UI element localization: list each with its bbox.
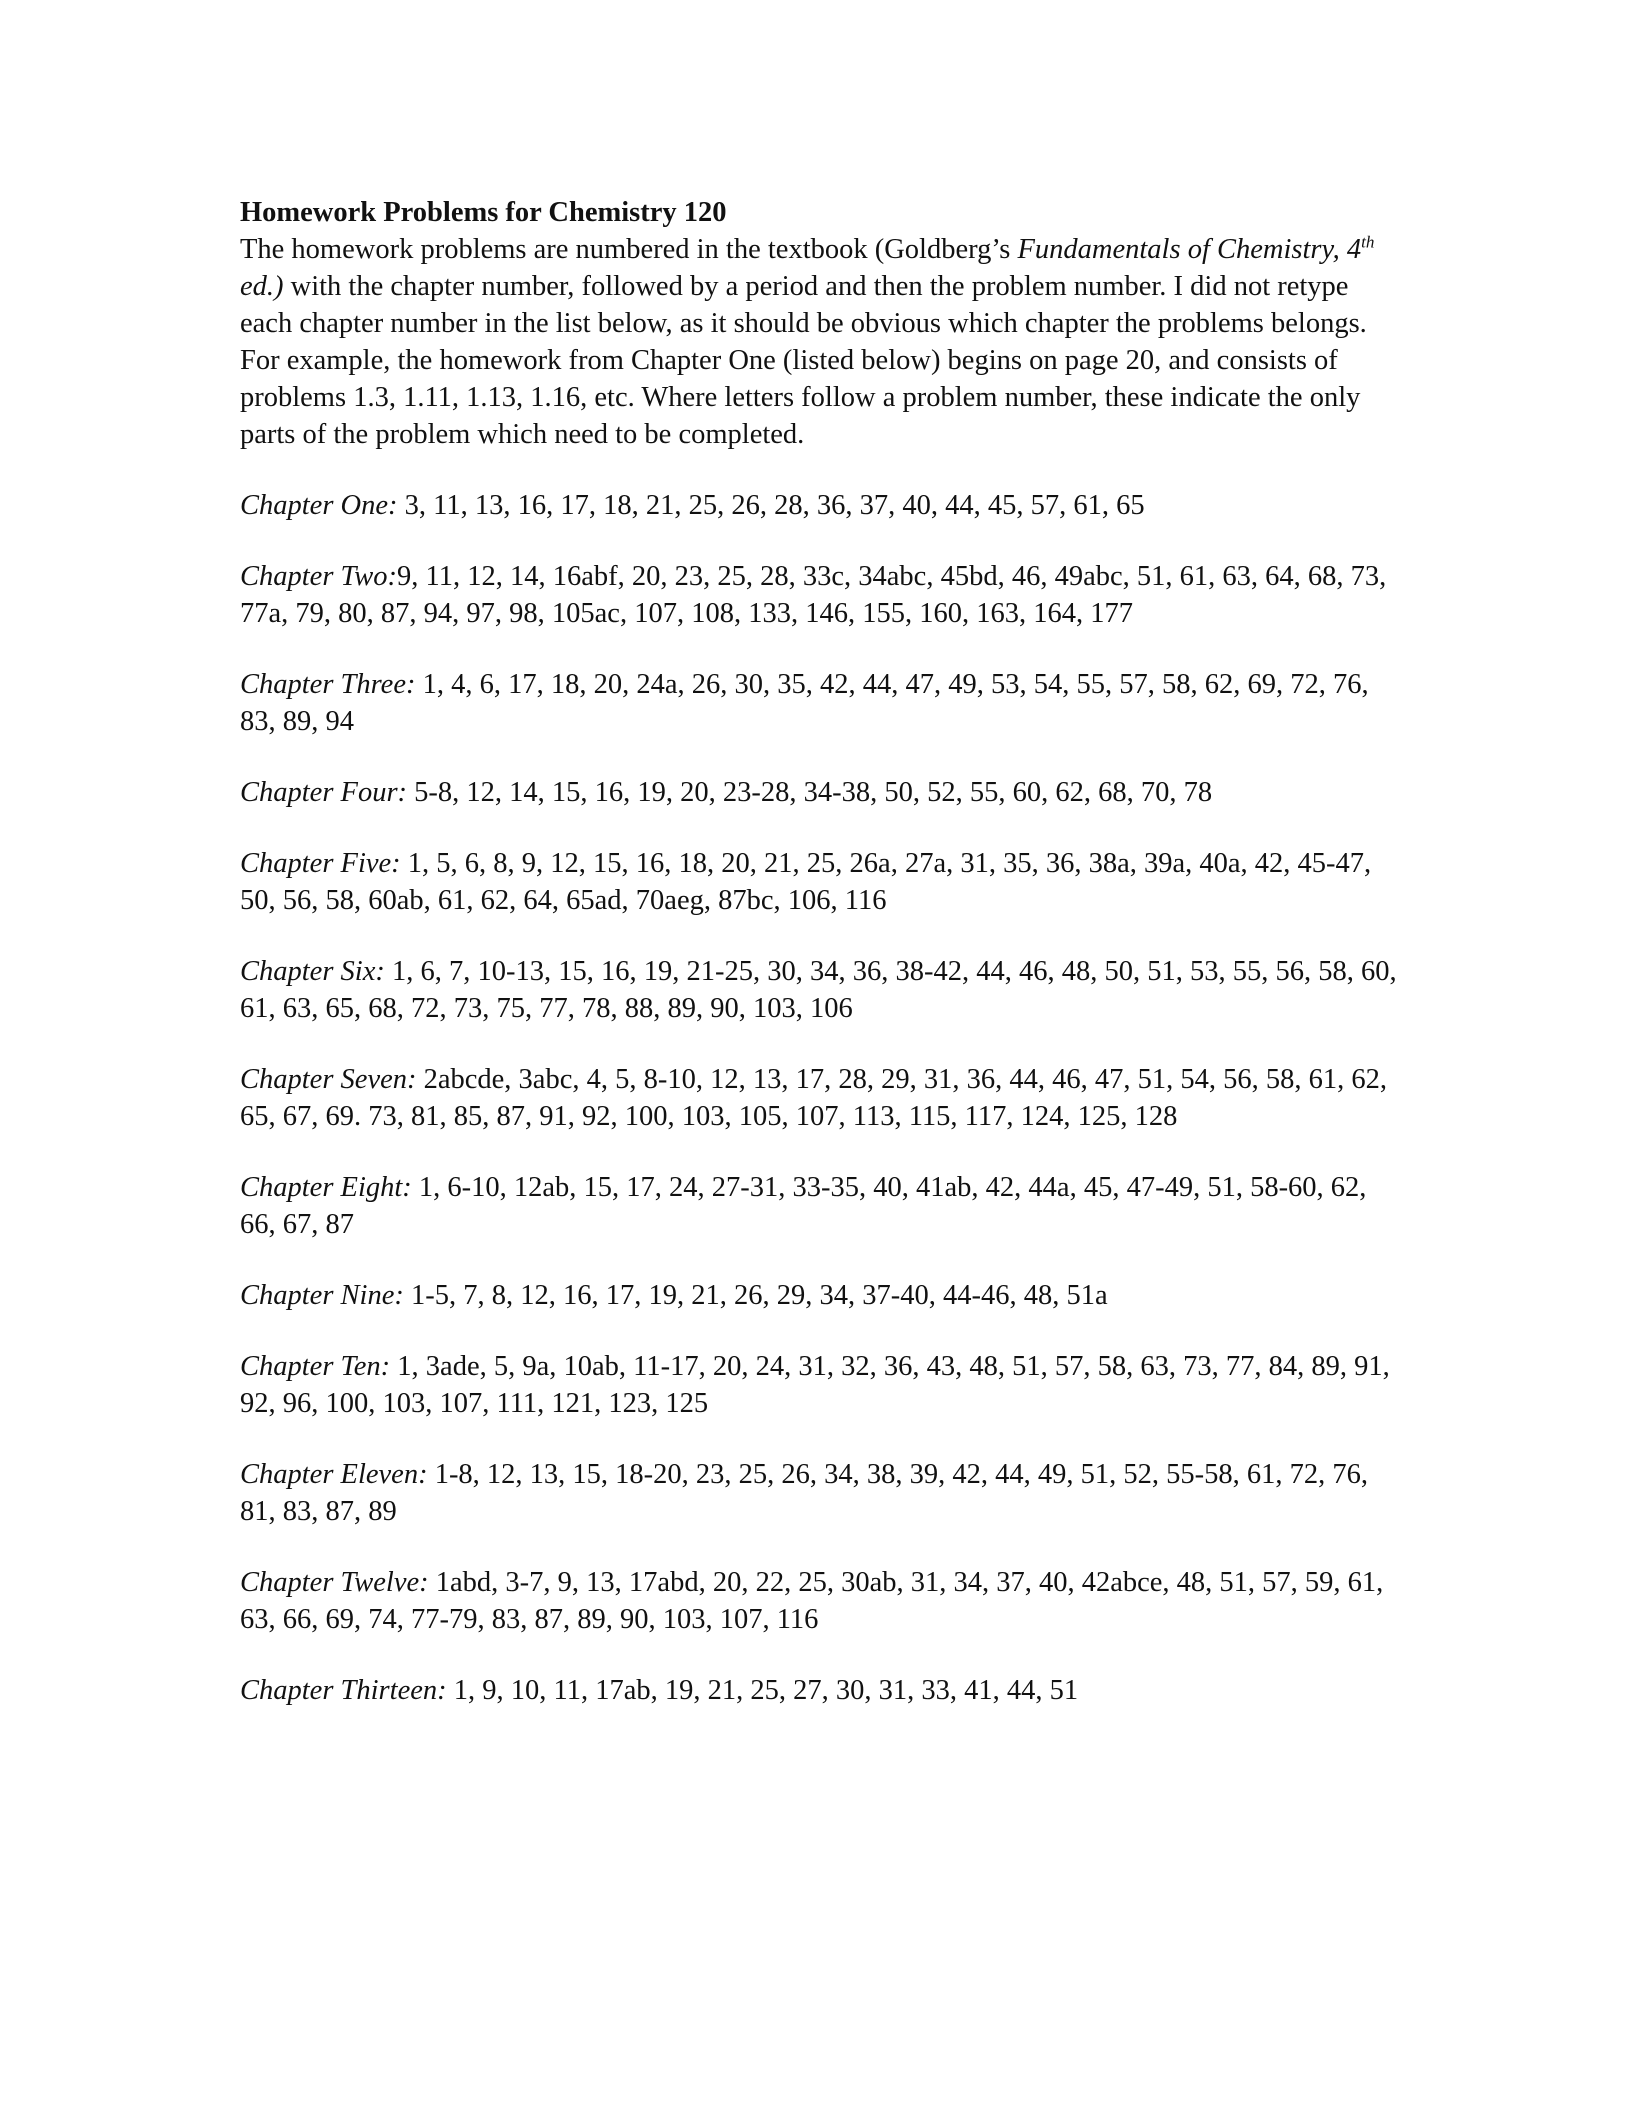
chapter-problems: 2abcde, 3abc, 4, 5, 8-10, 12, 13, 17, 28, 29, 31, 36, 44, 46, 47, 51, 54, 56, 58, 61, 62, 65, 67, 69. 73, 81, 85, 87, 91, 92, 100, 103, 105, 107, 113, 115, 117, 124, 125, 128 [240,1064,1387,1132]
chapter-entry [240,1564,1400,1638]
chapter-problems: 1abd, 3-7, 9, 13, 17abd, 20, 22, 25, 30ab, 31, 34, 37, 40, 42abce, 48, 51, 57, 59, 61, 63, 66, 69, 74, 77-79, 83, 87, 89, 90, 103, 107, 116 [240,1567,1384,1635]
chapter-problems: 1, 5, 6, 8, 9, 12, 15, 16, 18, 20, 21, 25, 26a, 27a, 31, 35, 36, 38a, 39a, 40a, 42, 45-47, 50, 56, 58, 60ab, 61, 62, 64, 65ad, 70aeg, 87bc, 106, 116 [240,848,1372,916]
chapter-label: Chapter Eight: [240,1172,412,1203]
chapter-problems: 1, 3ade, 5, 9a, 10ab, 11-17, 20, 24, 31, 32, 36, 43, 48, 51, 57, 58, 63, 73, 77, 84, 89, 91, 92, 96, 100, 103, 107, 111, 121, 123, 125 [240,1351,1390,1419]
chapter-label: Chapter Three: [240,669,416,700]
chapter-label: Chapter Ten: [240,1351,391,1382]
chapter-entry [240,1277,1400,1314]
intro-paragraph [240,231,1400,453]
chapter-entry [240,845,1400,919]
chapter-problems: 9, 11, 12, 14, 16abf, 20, 23, 25, 28, 33c, 34abc, 45bd, 46, 49abc, 51, 61, 63, 64, 68, 73, 77a, 79, 80, 87, 94, 97, 98, 105ac, 107, 108, 133, 146, 155, 160, 163, 164, 177 [240,561,1387,629]
chapter-entry [240,774,1400,811]
chapter-label: Chapter Thirteen: [240,1675,447,1706]
intro-text-start: The homework problems are numbered in the textbook (Goldberg’s [240,234,1018,265]
document-page [240,194,1400,1743]
chapter-label: Chapter Eleven: [240,1459,428,1490]
chapter-label: Chapter Twelve: [240,1567,429,1598]
chapter-problems: 1, 6-10, 12ab, 15, 17, 24, 27-31, 33-35, 40, 41ab, 42, 44a, 45, 47-49, 51, 58-60, 62, 66, 67, 87 [240,1172,1367,1240]
chapter-entry [240,1169,1400,1243]
chapter-label: Chapter Two: [240,561,398,592]
chapter-label: Chapter Seven: [240,1064,417,1095]
chapter-entry [240,487,1400,524]
chapter-problems: 3, 11, 13, 16, 17, 18, 21, 25, 26, 28, 36, 37, 40, 44, 45, 57, 61, 65 [397,490,1145,521]
chapter-entry [240,1061,1400,1135]
chapter-entry [240,1348,1400,1422]
chapter-problems: 1-5, 7, 8, 12, 16, 17, 19, 21, 26, 29, 34, 37-40, 44-46, 48, 51a [403,1280,1108,1311]
edition-superscript: th [1361,232,1375,252]
chapter-problems: 1, 9, 10, 11, 17ab, 19, 21, 25, 27, 30, 31, 33, 41, 44, 51 [446,1675,1079,1706]
chapter-label: Chapter Four: [240,777,408,808]
chapter-label: Chapter Five: [240,848,401,879]
edition-text: ed.) [240,271,284,302]
book-title-text: Fundamentals of Chemistry, 4 [1017,234,1362,265]
chapter-label: Chapter Nine: [240,1280,404,1311]
chapter-entry [240,666,1400,740]
chapter-label: Chapter One: [240,490,398,521]
chapter-problems: 1, 6, 7, 10-13, 15, 16, 19, 21-25, 30, 34, 36, 38-42, 44, 46, 48, 50, 51, 53, 55, 56, 58, 60, 61, 63, 65, 68, 72, 73, 75, 77, 78, 88, 89, 90, 103, 106 [240,956,1397,1024]
chapter-entry [240,1456,1400,1530]
chapter-label: Chapter Six: [240,956,385,987]
chapter-list [240,487,1400,1709]
document-title: Homework Problems for Chemistry 120 [240,197,727,228]
chapter-entry [240,558,1400,632]
chapter-problems: 1, 4, 6, 17, 18, 20, 24a, 26, 30, 35, 42, 44, 47, 49, 53, 54, 55, 57, 58, 62, 69, 72, 76, 83, 89, 94 [240,669,1369,737]
chapter-problems: 1-8, 12, 13, 15, 18-20, 23, 25, 26, 34, 38, 39, 42, 44, 49, 51, 52, 55-58, 61, 72, 76, 81, 83, 87, 89 [240,1459,1369,1527]
chapter-entry [240,953,1400,1027]
chapter-entry [240,1672,1400,1709]
intro-text-rest: with the chapter number, followed by a period and then the problem number. I did not retype each chapter number in the list below, as it should be obvious which chapter the problems belongs. For example, the homework from Chapter One (listed below) begins on page 20, and consists of problems 1.3, 1.11, 1.13, 1.16, etc. Where letters follow a problem number, these indicate the only parts of the problem which need to be completed. [240,271,1367,450]
chapter-problems: 5-8, 12, 14, 15, 16, 19, 20, 23-28, 34-38, 50, 52, 55, 60, 62, 68, 70, 78 [407,777,1213,808]
